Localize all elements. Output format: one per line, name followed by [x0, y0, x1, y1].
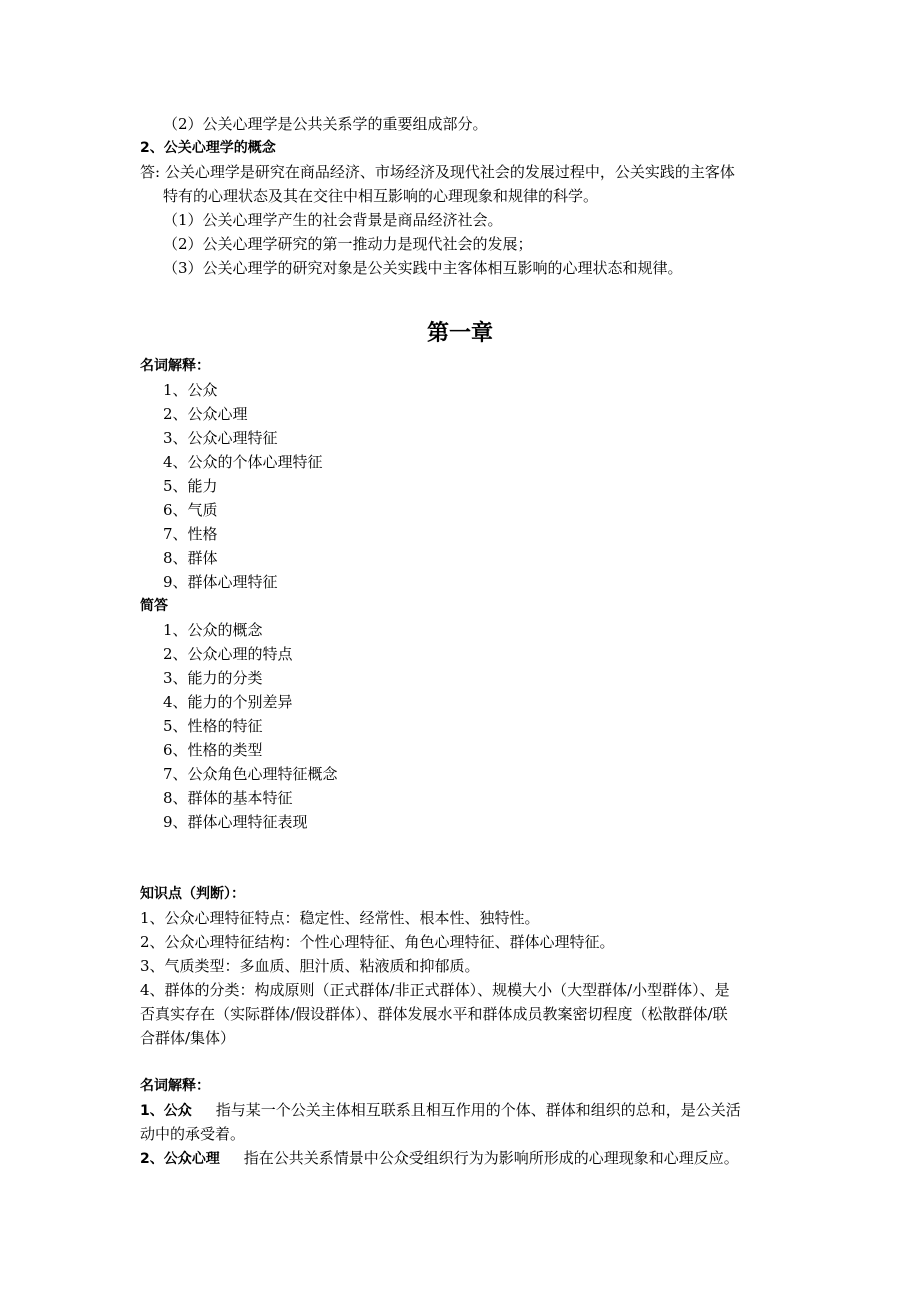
term-item: 6、气质	[163, 501, 218, 519]
definition-1-text: 指与某一个公关主体相互联系且相互作用的个体、群体和组织的总和，是公关活	[215, 1101, 741, 1119]
definition-1	[140, 1100, 741, 1121]
short-answer-item: 6、性格的类型	[163, 741, 263, 759]
definition-2-term: 2、公众心理	[140, 1151, 220, 1167]
definition-2	[140, 1148, 739, 1169]
concept-point: （3）公关心理学的研究对象是公关实践中主客体相互影响的心理状态和规律。	[163, 259, 683, 277]
short-answer-item: 3、能力的分类	[163, 669, 263, 687]
term-item: 4、公众的个体心理特征	[163, 453, 323, 471]
term-item: 1、公众	[163, 381, 218, 399]
definitions-heading: 名词解释：	[140, 1078, 210, 1094]
answer-line-2: 特有的心理状态及其在交往中相互影响的心理现象和规律的科学。	[163, 187, 599, 205]
knowledge-line: 3、气质类型：多血质、胆汁质、粘液质和抑郁质。	[140, 957, 480, 975]
knowledge-line: 2、公众心理特征结构：个性心理特征、角色心理特征、群体心理特征。	[140, 933, 615, 951]
concept-point: （2）公关心理学研究的第一推动力是现代社会的发展；	[163, 235, 533, 253]
knowledge-line: 否真实存在（实际群体/假设群体）、群体发展水平和群体成员教案密切程度（松散群体/联	[140, 1005, 728, 1023]
concept-point: （1）公关心理学产生的社会背景是商品经济社会。	[163, 211, 503, 229]
answer-line-1: 答: 公关心理学是研究在商品经济、市场经济及现代社会的发展过程中，公关实践的主客体	[140, 163, 735, 181]
term-item: 8、群体	[163, 549, 218, 567]
chapter-title: 第一章	[426, 321, 493, 346]
concept-heading: 2、公关心理学的概念	[140, 140, 276, 156]
short-answer-item: 7、公众角色心理特征概念	[163, 765, 338, 783]
intro-point-2: （2）公关心理学是公共关系学的重要组成部分。	[163, 115, 488, 133]
knowledge-line: 合群体/集体）	[140, 1029, 236, 1047]
short-answer-item: 4、能力的个别差异	[163, 693, 293, 711]
definition-2-text: 指在公共关系情景中公众受组织行为为影响所形成的心理现象和心理反应。	[243, 1149, 739, 1167]
term-item: 5、能力	[163, 477, 218, 495]
knowledge-line: 1、公众心理特征特点：稳定性、经常性、根本性、独特性。	[140, 909, 540, 927]
knowledge-heading: 知识点（判断）：	[140, 886, 245, 902]
short-answer-item: 8、群体的基本特征	[163, 789, 293, 807]
definition-1-term: 1、公众	[140, 1103, 192, 1119]
short-answer-item: 2、公众心理的特点	[163, 645, 293, 663]
term-item: 7、性格	[163, 525, 218, 543]
definition-1-cont: 动中的承受着。	[140, 1125, 246, 1143]
term-item: 9、群体心理特征	[163, 573, 278, 591]
short-answer-item: 9、群体心理特征表现	[163, 813, 308, 831]
term-item: 2、公众心理	[163, 405, 248, 423]
terms-heading: 名词解释：	[140, 358, 210, 374]
short-answer-item: 1、公众的概念	[163, 621, 263, 639]
short-answer-item: 5、性格的特征	[163, 717, 263, 735]
short-answer-heading: 简答	[140, 598, 168, 614]
knowledge-line: 4、群体的分类：构成原则（正式群体/非正式群体）、规模大小（大型群体/小型群体）、是	[140, 981, 730, 999]
term-item: 3、公众心理特征	[163, 429, 278, 447]
